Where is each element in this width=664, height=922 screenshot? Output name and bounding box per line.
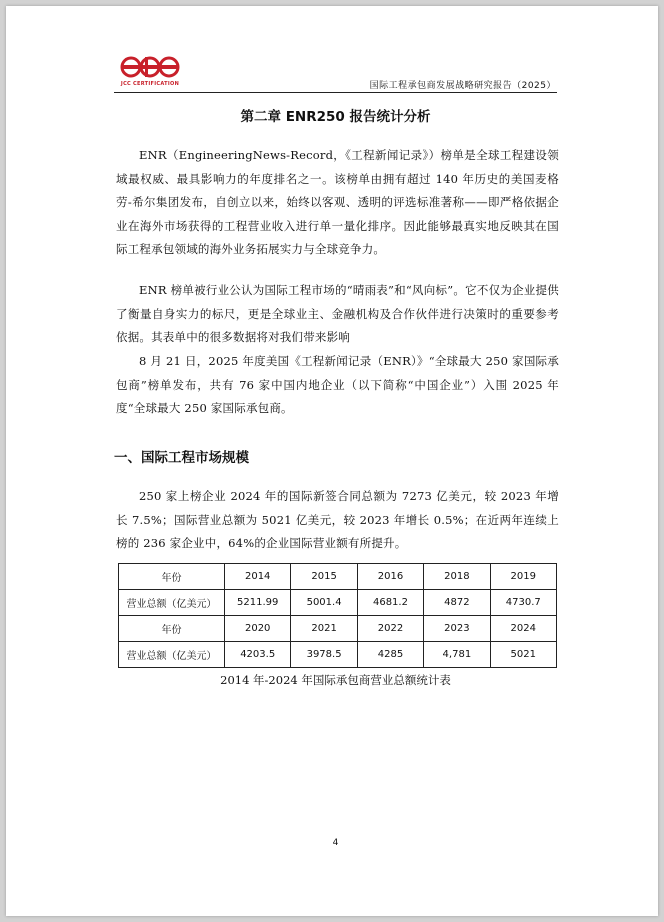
table-caption: 2014 年-2024 年国际承包商营业总额统计表 [220, 673, 451, 687]
table-cell: 4872 [424, 590, 490, 616]
table-cell: 2019 [490, 564, 556, 590]
document-page [6, 6, 658, 916]
report-header-title: 国际工程承包商发展战略研究报告（2025） [369, 81, 556, 91]
table-cell: 2014 [225, 564, 291, 590]
table-cell: 5001.4 [291, 590, 357, 616]
table-cell: 4730.7 [490, 590, 556, 616]
revenue-table [118, 563, 557, 668]
table-header-cell: 营业总额（亿美元） [119, 590, 225, 616]
table-cell: 2023 [424, 616, 490, 642]
table-cell: 5211.99 [225, 590, 291, 616]
table-cell: 4203.5 [225, 642, 291, 668]
section-title: 一、国际工程市场规模 [114, 450, 249, 466]
table-header-cell: 营业总额（亿美元） [119, 642, 225, 668]
intro-paragraph-3: 8 月 21 日，2025 年度美国《工程新闻记录（ENR）》“全球最大 250 家国际承包商”榜单发布，共有 76 家中国内地企业（以下简称“中国企业”）入围 2025 年度“全球最大 250 家国际承包商。 [116, 354, 559, 415]
table-cell: 4,781 [424, 642, 490, 668]
table-cell: 4681.2 [357, 590, 423, 616]
section-paragraph: 250 家上榜企业 2024 年的国际新签合同总额为 7273 亿美元，较 2023 年增长 7.5%；国际营业总额为 5021 亿美元，较 2023 年增长 0.5%；在近两年连续上榜的 236 家企业中，64%的企业国际营业额有所提升。 [116, 489, 559, 550]
table-row [119, 642, 557, 668]
table-row [119, 564, 557, 590]
header-divider [114, 92, 557, 93]
table-header-cell: 年份 [119, 616, 225, 642]
table-cell: 5021 [490, 642, 556, 668]
table-cell: 4285 [357, 642, 423, 668]
table-cell: 2024 [490, 616, 556, 642]
intro-paragraph-1: ENR（EngineeringNews-Record，《工程新闻记录》）榜单是全球工程建设领域最权威、最具影响力的年度排名之一。该榜单由拥有超过 140 年历史的美国麦格劳-希尔集团发布，自创立以来，始终以客观、透明的评选标准著称——即严格依据企业在海外市场获得的工程营业收入进行单一量化排序。因此能够最真实地反映其在国际工程承包领域的海外业务拓展实力与全球竞争力。 [116, 148, 559, 256]
table-cell: 2016 [357, 564, 423, 590]
intro-paragraph-2: ENR 榜单被行业公认为国际工程市场的“晴雨表”和“风向标”。它不仅为企业提供了衡量自身实力的标尺，更是全球业主、金融机构及合作伙伴进行决策时的重要参考依据。其表单中的很多数据将对我们带来影响 [116, 283, 559, 344]
table-cell: 2021 [291, 616, 357, 642]
chapter-title: 第二章 ENR250 报告统计分析 [240, 109, 431, 125]
table-cell: 2018 [424, 564, 490, 590]
logo-text: JCC CERTIFICATION [120, 81, 180, 87]
table-row [119, 616, 557, 642]
table-row [119, 590, 557, 616]
table-cell: 2015 [291, 564, 357, 590]
jcc-logo-icon [118, 54, 182, 82]
table-cell: 2022 [357, 616, 423, 642]
page-number: 4 [332, 838, 339, 848]
table-header-cell: 年份 [119, 564, 225, 590]
table-cell: 3978.5 [291, 642, 357, 668]
jcc-logo [118, 54, 182, 90]
table-cell: 2020 [225, 616, 291, 642]
